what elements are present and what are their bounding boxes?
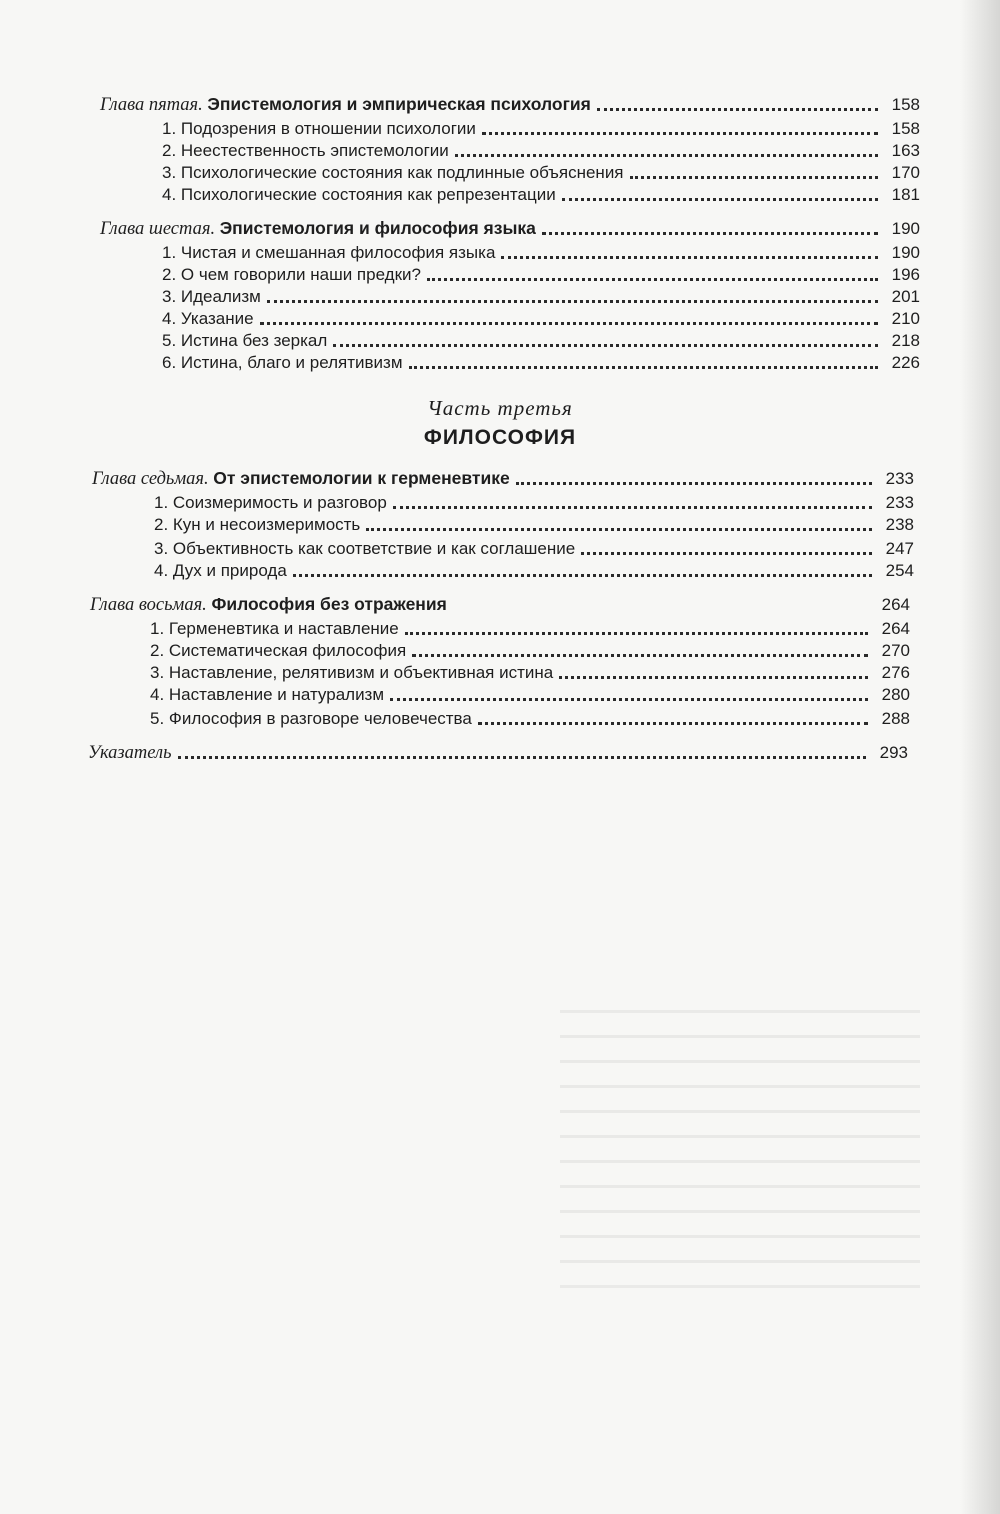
page-number: 196 bbox=[891, 265, 920, 284]
part-title: ФИЛОСОФИЯ bbox=[423, 426, 577, 449]
list-item bbox=[154, 536, 914, 560]
chapter-label: Глава пятая. bbox=[100, 95, 203, 115]
chapter-seven-entry bbox=[92, 466, 914, 490]
item-title: 1. Герменевтика и наставление bbox=[150, 619, 399, 638]
list-item bbox=[162, 240, 920, 264]
chapter-title: Эпистемология и философия языка bbox=[219, 218, 536, 238]
page-number: 210 bbox=[891, 309, 920, 328]
dot-leader bbox=[542, 232, 878, 235]
chapter-eight-entry bbox=[90, 592, 910, 616]
page-edge-shadow bbox=[960, 0, 1000, 1514]
list-item bbox=[162, 262, 920, 286]
list-item bbox=[150, 638, 910, 662]
dot-leader bbox=[405, 632, 868, 635]
item-title: 4. Наставление и натурализм bbox=[150, 685, 385, 704]
dot-leader bbox=[581, 552, 872, 555]
list-item bbox=[162, 182, 920, 206]
page-number: 238 bbox=[885, 515, 914, 534]
dot-leader bbox=[482, 132, 878, 135]
item-title: 3. Наставление, релятивизм и объективная истина bbox=[150, 663, 554, 682]
list-item bbox=[154, 558, 914, 582]
dot-leader bbox=[333, 344, 878, 347]
chapter-label: Глава восьмая. bbox=[90, 595, 207, 615]
dot-leader bbox=[178, 756, 867, 759]
list-item bbox=[162, 160, 920, 184]
page-number: 280 bbox=[881, 685, 910, 704]
item-title: 5. Философия в разговоре человечества bbox=[150, 709, 472, 728]
item-title: 1. Чистая и смешанная философия языка bbox=[162, 243, 496, 262]
item-title: 4. Дух и природа bbox=[154, 561, 287, 580]
chapter-title: Философия без отражения bbox=[211, 594, 447, 614]
dot-leader bbox=[260, 322, 878, 325]
list-item bbox=[162, 306, 920, 330]
item-title: 4. Указание bbox=[162, 309, 254, 328]
dot-leader bbox=[562, 198, 878, 201]
list-item bbox=[154, 490, 914, 514]
page-number: 270 bbox=[881, 641, 910, 660]
page-number: 233 bbox=[885, 493, 914, 512]
page-number: 190 bbox=[891, 243, 920, 262]
dot-leader bbox=[478, 722, 868, 725]
page-number: 254 bbox=[885, 561, 914, 580]
chapter-title: Эпистемология и эмпирическая психология bbox=[207, 94, 591, 114]
chapter-five-entry bbox=[100, 92, 920, 116]
item-title: 5. Истина без зеркал bbox=[162, 331, 328, 350]
show-through-texture bbox=[560, 1010, 920, 1400]
page-number: 276 bbox=[881, 663, 910, 682]
list-item bbox=[150, 706, 910, 730]
page-number: 158 bbox=[891, 119, 920, 138]
dot-leader bbox=[453, 608, 868, 611]
list-item bbox=[162, 350, 920, 374]
page-number: 170 bbox=[891, 163, 920, 182]
item-title: 1. Соизмеримость и разговор bbox=[154, 493, 387, 512]
dot-leader bbox=[630, 176, 878, 179]
item-title: 6. Истина, благо и релятивизм bbox=[162, 353, 403, 372]
dot-leader bbox=[409, 366, 878, 369]
item-title: 1. Подозрения в отношении психологии bbox=[162, 119, 476, 138]
page-number: 247 bbox=[885, 539, 914, 558]
index-label: Указатель bbox=[88, 743, 172, 763]
page-number: 158 bbox=[891, 95, 920, 114]
page-number: 264 bbox=[881, 595, 910, 614]
page-number: 233 bbox=[885, 469, 914, 488]
dot-leader bbox=[501, 256, 878, 259]
list-item bbox=[162, 116, 920, 140]
dot-leader bbox=[366, 528, 872, 531]
list-item bbox=[162, 328, 920, 352]
list-item bbox=[154, 512, 914, 536]
part-label: Часть третья bbox=[427, 396, 573, 420]
page-number: 163 bbox=[891, 141, 920, 160]
item-title: 2. Систематическая философия bbox=[150, 641, 407, 660]
dot-leader bbox=[412, 654, 868, 657]
page-number: 190 bbox=[891, 219, 920, 238]
page-number: 293 bbox=[879, 743, 908, 762]
item-title: 2. О чем говорили наши предки? bbox=[162, 265, 421, 284]
dot-leader bbox=[293, 574, 872, 577]
page-number: 226 bbox=[891, 353, 920, 372]
page-number: 288 bbox=[881, 709, 910, 728]
item-title: 3. Психологические состояния как подлинные объяснения bbox=[162, 163, 624, 182]
item-title: 3. Объективность как соответствие и как соглашение bbox=[154, 539, 576, 558]
dot-leader bbox=[267, 300, 878, 303]
dot-leader bbox=[516, 482, 872, 485]
dot-leader bbox=[455, 154, 878, 157]
list-item bbox=[162, 138, 920, 162]
page-number: 264 bbox=[881, 619, 910, 638]
list-item bbox=[150, 616, 910, 640]
chapter-title: От эпистемологии к герменевтике bbox=[213, 468, 510, 488]
list-item bbox=[162, 284, 920, 308]
list-item bbox=[150, 660, 910, 684]
dot-leader bbox=[559, 676, 868, 679]
item-title: 3. Идеализм bbox=[162, 287, 261, 306]
item-title: 2. Неестественность эпистемологии bbox=[162, 141, 449, 160]
item-title: 4. Психологические состояния как репрезентации bbox=[162, 185, 556, 204]
page-number: 218 bbox=[891, 331, 920, 350]
item-title: 2. Кун и несоизмеримость bbox=[154, 515, 361, 534]
dot-leader bbox=[390, 698, 868, 701]
dot-leader bbox=[393, 506, 872, 509]
chapter-six-entry bbox=[100, 216, 920, 240]
dot-leader bbox=[597, 108, 878, 111]
page-number: 181 bbox=[891, 185, 920, 204]
dot-leader bbox=[427, 278, 878, 281]
chapter-label: Глава шестая. bbox=[100, 219, 216, 239]
page-number: 201 bbox=[891, 287, 920, 306]
list-item bbox=[150, 682, 910, 706]
index-entry bbox=[88, 740, 908, 764]
chapter-label: Глава седьмая. bbox=[92, 469, 209, 489]
